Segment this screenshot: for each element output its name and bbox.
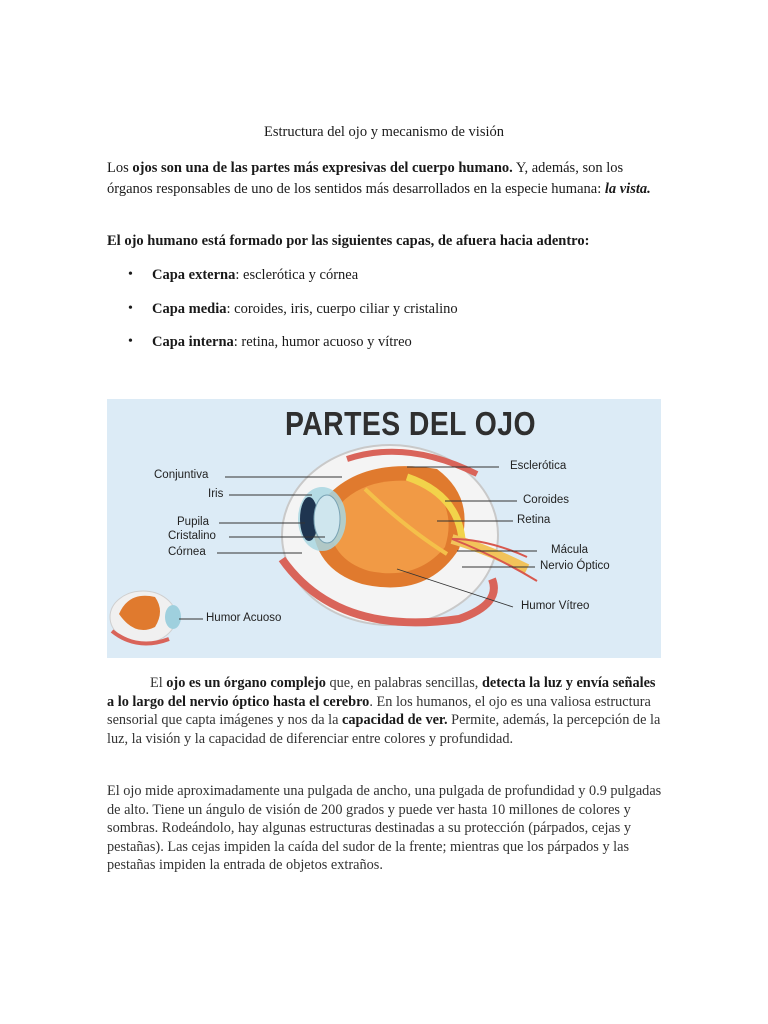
label-cornea: Córnea (168, 546, 206, 558)
layer-name: Capa media (152, 300, 227, 317)
paragraph-dimensions: El ojo mide aproximadamente una pulgada de ancho, una pulgada de profundidad y 0.9 pulgadas de alto. Tiene un ángulo de visión de 200 grados y puede ver hasta 10 millones de colores y sombras. Rodeándolo, hay algunas estructuras destinadas a su protección (párpados, cejas y pestañas). Las cejas impiden la caída del sudor de la frente; mientras que los párpados y las pestañas impiden la entrada de objetos extraños. (107, 783, 662, 873)
intro-bold-italic-1: la vista. (604, 181, 651, 197)
eye-diagram-figure (107, 399, 661, 658)
label-humor-vitreo: Humor Vítreo (521, 600, 590, 612)
layer-name: Capa externa (152, 267, 236, 283)
p3-bold-1: ojo es un órgano complejo (166, 675, 326, 691)
layers-heading: El ojo humano está formado por las siguientes capas, de afuera hacia adentro: (107, 233, 590, 249)
layer-desc: : retina, humor acuoso y vítreo (233, 334, 412, 350)
layer-desc: : coroides, iris, cuerpo ciliar y cristalino (226, 300, 458, 317)
p3-bold-2: detecta la luz y envía señales a lo largo del nervio óptico hasta el cerebro (107, 675, 656, 710)
figure-title: PARTES DEL OJO (285, 405, 536, 442)
label-esclerotica: Esclerótica (510, 460, 567, 472)
layer-name: Capa interna (152, 334, 234, 350)
label-humor-acuoso: Humor Acuoso (206, 612, 282, 624)
list-item (107, 300, 458, 334)
p3-bold-3: capacidad de ver. (342, 712, 448, 728)
paragraph-organ (107, 674, 663, 748)
intro-paragraph (107, 158, 663, 200)
label-macula: Mácula (551, 544, 589, 556)
list-item (107, 266, 458, 300)
intro-text-2: Y, además, son los órganos responsables de uno de los sentidos más desarrollados en la especie humana: (107, 160, 624, 197)
p3-text-1: El (150, 675, 167, 691)
list-item (107, 333, 458, 367)
label-cristalino: Cristalino (168, 530, 216, 542)
label-coroides: Coroides (523, 494, 570, 506)
label-retina: Retina (517, 514, 551, 526)
intro-text-1: Los (107, 160, 133, 176)
layers-list (107, 266, 458, 367)
p3-text-3: . En los humanos, el ojo es una valiosa estructura sensorial que capta imágenes y nos da la (107, 693, 651, 728)
p3-text-2: que, en palabras sencillas, (325, 675, 482, 691)
layer-desc: : esclerótica y córnea (235, 267, 359, 283)
intro-bold-1: ojos son una de las partes más expresivas del cuerpo humano. (132, 160, 513, 176)
document-title: Estructura del ojo y mecanismo de visión (263, 124, 504, 140)
label-nervio-optico: Nervio Óptico (540, 560, 610, 572)
label-conjuntiva: Conjuntiva (154, 469, 209, 481)
label-iris: Iris (208, 488, 224, 500)
label-pupila: Pupila (177, 516, 209, 528)
p3-text-4: Permite, además, la percepción de la luz, la visión y la capacidad de diferenciar entre colores y profundidad. (107, 712, 661, 747)
